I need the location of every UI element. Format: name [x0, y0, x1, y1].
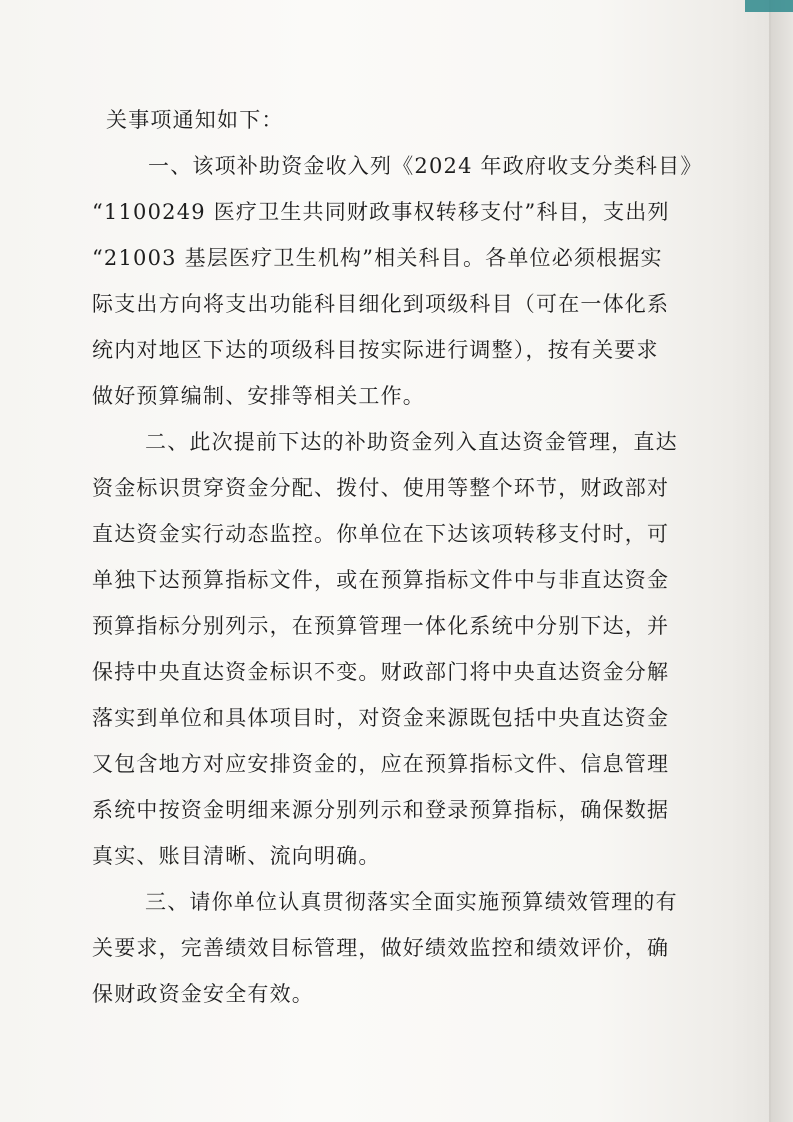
body-line: 保持中央直达资金标识不变。财政部门将中央直达资金分解 — [92, 660, 670, 684]
body-line: “1100249 医疗卫生共同财政事权转移支付”科目，支出列 — [92, 200, 670, 224]
body-line: 落实到单位和具体项目时，对资金来源既包括中央直达资金 — [92, 706, 670, 730]
body-line: 真实、账目清晰、流向明确。 — [92, 844, 381, 868]
body-line: 关事项通知如下： — [106, 108, 284, 132]
body-line: 系统中按资金明细来源分别列示和登录预算指标，确保数据 — [92, 798, 670, 822]
body-line: 际支出方向将支出功能科目细化到项级科目（可在一体化系 — [92, 292, 670, 316]
body-line: 统内对地区下达的项级科目按实际进行调整），按有关要求 — [92, 338, 659, 362]
body-line: 二、此次提前下达的补助资金列入直达资金管理，直达 — [145, 430, 678, 454]
body-line: 单独下达预算指标文件，或在预算指标文件中与非直达资金 — [92, 568, 670, 592]
body-line: 直达资金实行动态监控。你单位在下达该项转移支付时，可 — [92, 522, 670, 546]
body-line: 预算指标分别列示，在预算管理一体化系统中分别下达，并 — [92, 614, 670, 638]
body-line: 关要求，完善绩效目标管理，做好绩效监控和绩效评价，确 — [92, 936, 670, 960]
body-line: 三、请你单位认真贯彻落实全面实施预算绩效管理的有 — [145, 890, 678, 914]
body-line: 资金标识贯穿资金分配、拨付、使用等整个环节，财政部对 — [92, 476, 670, 500]
body-line: 又包含地方对应安排资金的，应在预算指标文件、信息管理 — [92, 752, 670, 776]
body-line: 保财政资金安全有效。 — [92, 982, 314, 1006]
body-line: 做好预算编制、安排等相关工作。 — [92, 384, 425, 408]
body-line: 一、该项补助资金收入列《2024 年政府收支分类科目》 — [148, 154, 703, 178]
body-line: “21003 基层医疗卫生机构”相关科目。各单位必须根据实 — [92, 246, 663, 270]
